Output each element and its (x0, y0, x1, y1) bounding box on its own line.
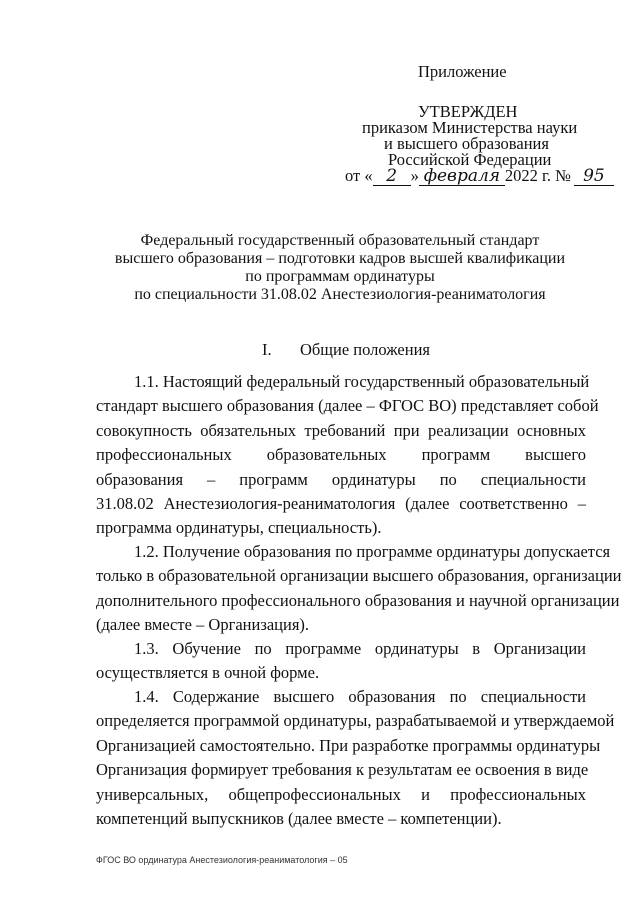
paragraph-1-3 (96, 637, 586, 686)
paragraph-line: компетенций выпускников (далее вместе – компетенции). (96, 808, 502, 828)
paragraph-line: только в образовательной организации высшего образования, организации (96, 566, 622, 586)
paragraph-line: 1.4. Содержание высшего образования по специальности (134, 687, 586, 706)
section-number: I. (262, 340, 272, 359)
title-line-3: по программам ординатуры (245, 268, 435, 285)
date-day: 2 (386, 166, 398, 186)
paragraph-line: дополнительного профессионального образования и научной организации (96, 590, 620, 610)
paragraph-line: определяется программой ординатуры, разрабатываемой и утверждаемой (96, 711, 615, 731)
paragraph-line: совокупность обязательных требований при реализации основных (96, 420, 586, 440)
date-prefix: от « (345, 166, 373, 185)
paragraph-line: профессиональных образовательных программ высшего (96, 445, 586, 465)
date-month: февраля (423, 166, 501, 186)
appendix-label: Приложение (418, 62, 507, 81)
date-mid: » (410, 166, 419, 185)
paragraph-line: Организацией самостоятельно. При разработке программы ординатуры (96, 735, 601, 755)
date-year: 2022 г. № (504, 166, 571, 185)
paragraph-1-2 (96, 540, 622, 638)
paragraph-line: 31.08.02 Анестезиология-реаниматология (далее соответственно – (96, 493, 586, 513)
paragraph-line: программа ординатуры, специальность). (96, 518, 382, 538)
section-title: Общие положения (300, 340, 430, 359)
paragraph-line: стандарт высшего образования (далее – ФГОС ВО) представляет собой (96, 396, 599, 416)
approved-label: УТВЕРЖДЕН (418, 102, 518, 121)
paragraph-line: Организация формирует требования к результатам ее освоения в виде (96, 760, 589, 780)
paragraph-line: осуществляется в очной форме. (96, 663, 320, 683)
title-line-2: высшего образования – подготовки кадров высшей квалификации (114, 250, 566, 267)
paragraph-1-4 (96, 685, 615, 831)
order-number: 95 (583, 166, 605, 186)
paragraph-line: (далее вместе – Организация). (96, 615, 310, 635)
page-footer: ФГОС ВО ординатура Анестезиология-реаниматология – 05 (96, 855, 348, 865)
paragraph-line: 1.3. Обучение по программе ординатуры в Организации (134, 639, 586, 658)
paragraph-line: 1.2. Получение образования по программе ординатуры допускается (134, 542, 611, 561)
title-line-1: Федеральный государственный образовательный стандарт (140, 232, 540, 249)
order-date-line (345, 166, 614, 186)
paragraph-line: 1.1. Настоящий федеральный государственный образовательный (134, 372, 590, 391)
paragraph-line: образования – программ ординатуры по специальности (96, 469, 586, 489)
order-line-2: и высшего образования (384, 134, 549, 153)
order-line-1: приказом Министерства науки (362, 118, 578, 137)
paragraph-line: универсальных, общепрофессиональных и профессиональных (96, 784, 586, 804)
paragraph-1-1 (96, 370, 599, 541)
title-line-4: по специальности 31.08.02 Анестезиология-реаниматология (134, 286, 546, 303)
order-line-3: Российской Федерации (388, 150, 552, 169)
